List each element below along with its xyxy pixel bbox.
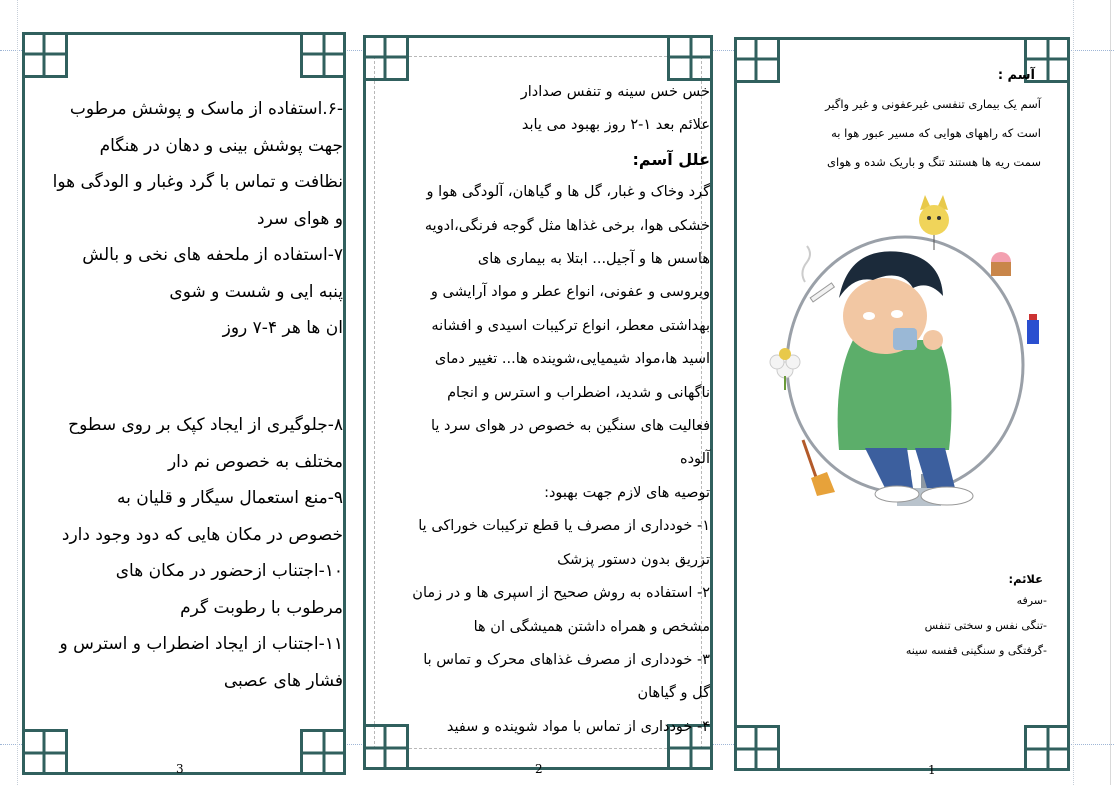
- text-line: ۲- استفاده به روش صحیح از اسپری ها و در زمان: [412, 585, 710, 602]
- text-line: گل و گیاهان: [637, 685, 710, 702]
- text-line: خس خس سینه و تنفس صدادار: [520, 84, 710, 100]
- text-line: نظافت و تماس با گرد وغبار و الودگی هوا: [52, 172, 343, 192]
- corner-ornament: [363, 35, 409, 81]
- cat-icon: [919, 195, 949, 250]
- text-line: است که راههای هوایی که مسیر عبور هوا به: [831, 126, 1041, 140]
- text-line: جهت پوشش بینی و دهان در هنگام: [99, 135, 343, 156]
- symptoms-list: [767, 588, 1047, 663]
- corner-ornament: [734, 37, 780, 83]
- text-line: علائم بعد ۱-۲ روز بهبود می یابد: [521, 117, 710, 134]
- corner-ornament: [300, 32, 346, 78]
- text-line: هاسس ها و آجیل... ابتلا به بیماری های: [477, 251, 710, 268]
- text-line: آلوده: [680, 451, 710, 468]
- panel3-list-a: [43, 91, 343, 347]
- page-edge: [1110, 0, 1111, 785]
- text-line: ان ها هر ۴-۷ روز: [222, 318, 343, 338]
- text-line: فشار های عصبی: [223, 670, 343, 691]
- text-line: -۶.استفاده از ماسک و پوشش مرطوب: [69, 99, 343, 119]
- text-line: خصوص در مکان هایی که دود وجود دارد: [61, 524, 343, 545]
- text-line: ۳- خودداری از مصرف غذاهای محرک و تماس با: [423, 651, 710, 668]
- asthma-illustration: [765, 190, 1057, 520]
- text-line: مختلف به خصوص نم دار: [167, 451, 343, 472]
- panel-page-1: [734, 37, 1070, 777]
- text-line: مشخص و همراه داشتن همیشگی ان ها: [473, 618, 710, 635]
- page-number: 1: [928, 763, 936, 777]
- corner-ornament: [22, 32, 68, 78]
- asthma-heading: آسم :: [997, 68, 1035, 83]
- list-item: -تنگی نفس و سختی تنفس: [924, 619, 1047, 632]
- text-line: و هوای سرد: [257, 208, 343, 229]
- text-line: سمت ریه ها هستند تنگ و باریک شده و هوای: [827, 155, 1041, 169]
- broom-icon: [803, 440, 835, 496]
- text-line: مرطوب با رطوبت گرم: [180, 597, 343, 618]
- corner-ornament: [667, 35, 713, 81]
- text-line: پنبه ایی و شست و شوی: [169, 281, 343, 302]
- asthma-intro: [767, 90, 1041, 177]
- text-line: ویروسی و عفونی، انواع عطر و مواد آرایشی و: [430, 284, 710, 301]
- list-item: -سرفه: [1016, 594, 1047, 607]
- corner-ornament: [1024, 725, 1070, 771]
- text-line: توصیه های لازم جهت بهبود:: [544, 484, 710, 501]
- text-line: اسید ها،مواد شیمیایی،شوینده ها... تغییر دمای: [434, 351, 710, 368]
- text-line: ۹-منع استعمال سیگار و قلیان به: [117, 488, 343, 508]
- text-line: خشکی هوا، برخی غذاها مثل گوجه فرنگی،ادویه: [424, 217, 710, 234]
- text-line: گرد وخاک و غبار، گل ها و گیاهان، آلودگی هوا و: [426, 184, 710, 201]
- spray-can-icon: [1027, 314, 1039, 344]
- corner-ornament: [734, 725, 780, 771]
- corner-ornament: [22, 729, 68, 775]
- page-number: 2: [535, 762, 543, 776]
- text-line: ۱۱-اجتناب از ایجاد اضطراب و استرس و: [59, 634, 343, 654]
- text-line: ۱- خودداری از مصرف یا قطع ترکیبات خوراکی یا: [418, 518, 710, 535]
- corner-ornament: [300, 729, 346, 775]
- page-guide-right: [1073, 0, 1074, 785]
- boy-with-inhaler-icon: [838, 251, 973, 505]
- symptoms-heading: علائم:: [1008, 572, 1043, 586]
- text-line: ۱۰-اجتناب ازحضور در مکان های: [115, 561, 343, 581]
- panel3-list-b: [43, 407, 343, 699]
- text-line: فعالیت های سنگین به خصوص در هوای سرد یا: [430, 418, 710, 435]
- page-guide-left: [17, 0, 18, 785]
- text-line: ۴- خودداری از تماس با مواد شوینده و سفید: [446, 718, 710, 735]
- section-heading: علل آسم:: [632, 149, 710, 169]
- text-line: ناگهانی و شدید، اضطراب و استرس و انجام: [447, 384, 710, 401]
- text-line: آسم یک بیماری تنفسی غیرعفونی و غیر واگیر: [825, 97, 1041, 111]
- flower-icon: [770, 348, 800, 390]
- text-line: بهداشتی معطر، انواع ترکیبات اسیدی و افشانه: [431, 317, 710, 334]
- dessert-icon: [991, 252, 1011, 276]
- page-number: 3: [176, 762, 184, 776]
- text-line: ۸-جلوگیری از ایجاد کپک بر روی سطوح: [68, 415, 343, 435]
- panel2-text: [380, 76, 710, 744]
- panel-page-2: [363, 35, 713, 776]
- text-line: تزریق بدون دستور پزشک: [557, 551, 710, 568]
- text-line: ۷-استفاده از ملحفه های نخی و بالش: [82, 245, 343, 265]
- panel-page-3: [22, 32, 346, 775]
- list-item: -گرفتگی و سنگینی قفسه سینه: [905, 644, 1047, 657]
